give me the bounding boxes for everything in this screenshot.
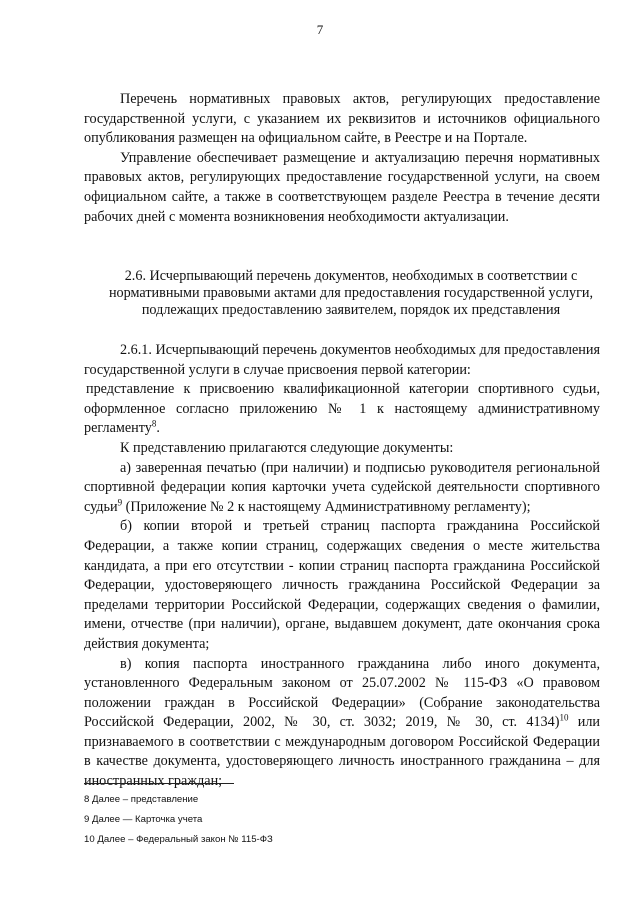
footnote-9: 9 Далее — Карточка учета <box>84 814 203 825</box>
intro-block <box>84 90 600 227</box>
item-a-text-end: (Приложение № 2 к настоящему Административному регламенту); <box>122 498 531 515</box>
submission-end: . <box>156 420 160 437</box>
page-number: 7 <box>316 22 324 37</box>
main-block <box>84 341 600 792</box>
submission-text: представление к присвоению квалификационной категории спортивного судьи, оформленное согласно приложению № 1 к настоящему административному регламенту <box>84 381 600 437</box>
clause-2-6-1: 2.6.1. Исчерпывающий перечень документов необходимых для предоставления государственной услуги в случае присвоения первой категории: <box>84 342 600 378</box>
footnote-ref-8: 8 <box>151 418 157 429</box>
item-a-text: а) заверенная печатью (при наличии) и подписью руководителя региональной спортивной федерации копия карточки учета судейской деятельности спортивного судьи <box>84 459 600 515</box>
item-v-text-end: или признаваемого в соответствии с международным договором Российской Федерации в качестве документа, удостоверяющего личность иностранного гражданина – для иностранных граждан; <box>84 714 600 790</box>
footnote-divider <box>84 783 234 784</box>
paragraph-submission <box>84 380 600 439</box>
footnote-ref-9: 9 <box>117 497 123 508</box>
footnote-8: 8 Далее – представление <box>84 794 199 805</box>
footnote-10: 10 Далее – Федеральный закон № 115-ФЗ <box>84 834 273 845</box>
footnote-ref-10: 10 <box>559 712 569 723</box>
paragraph-attached-intro: К представлению прилагаются следующие документы: <box>120 439 454 456</box>
item-v-text: в) копия паспорта иностранного гражданина либо иного документа, установленного Федеральным законом от 25.07.2002 № 115-ФЗ «О правовом положении граждан в Российской Федерации» (Собрание законодательства Российской Федерации, 2002, № 30, ст. 3032; 2019, № 30, ст. 4134) <box>84 655 600 731</box>
paragraph-legal-acts-list: Перечень нормативных правовых актов, регулирующих предоставление государственной услуги, с указанием их реквизитов и источников официального опубликования размещен на официальном сайте, в Реестре и на Портале. <box>84 91 600 147</box>
footnotes <box>84 783 600 854</box>
section-heading: 2.6. Исчерпывающий перечень документов, необходимых в соответствии с нормативными правовыми актами для предоставления государственной услуги, подлежащих предоставлению заявителем, порядок их представления <box>108 268 594 318</box>
list-item-v <box>84 655 600 792</box>
list-item-a <box>84 459 600 518</box>
paragraph-actualization: Управление обеспечивает размещение и актуализацию перечня нормативных правовых актов, регулирующих предоставление государственной услуги, на своем официальном сайте, а также в соответствующем разделе Реестра в течение десяти рабочих дней с момента возникновения необходимости актуализации. <box>84 149 600 225</box>
list-item-b: б) копии второй и третьей страниц паспорта гражданина Российской Федерации, а также копии страниц, содержащих сведения о месте жительства кандидата, а при его отсутствии - копии страниц паспорта гражданина Российской Федерации, удостоверяющего личность гражданина Российской Федерации за пределами территории Российской Федерации, содержащих сведения о фамилии, имени, отчестве (при наличии), органе, выдавшем документ, дате окончания срока действия документа; <box>84 518 600 652</box>
